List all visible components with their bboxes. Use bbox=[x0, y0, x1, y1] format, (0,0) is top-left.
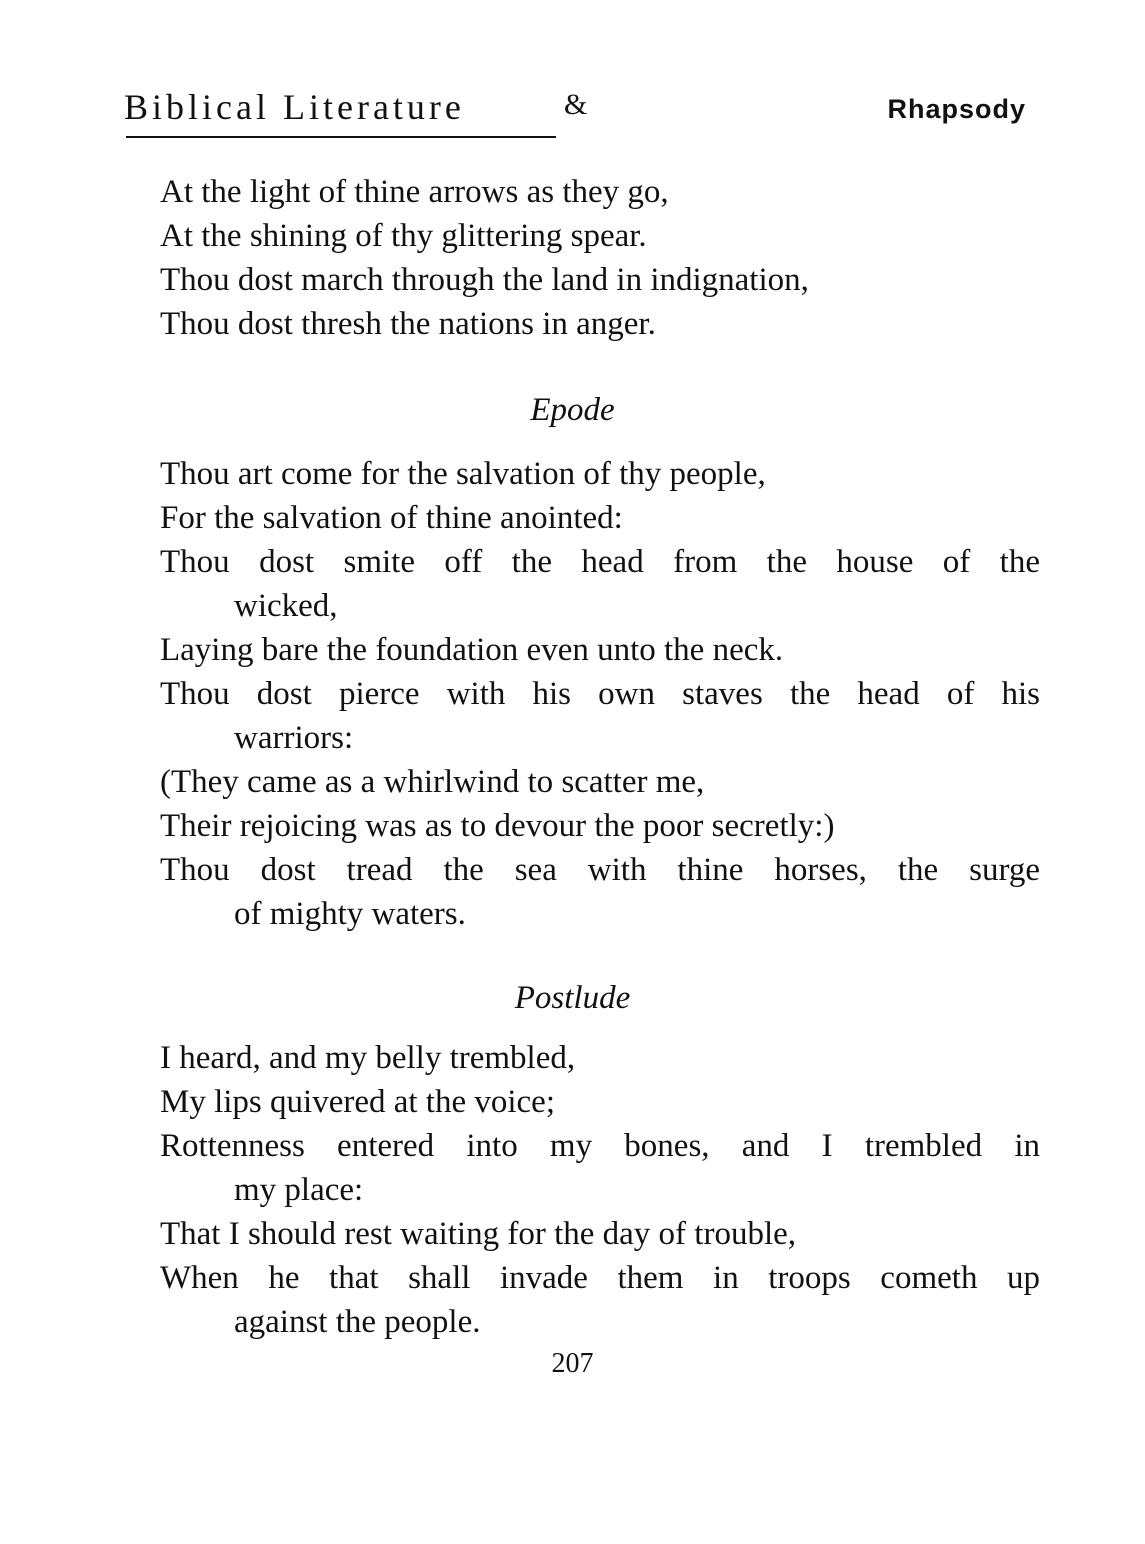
verse-line: Rottenness entered into my bones, and I trembled in bbox=[160, 1128, 1040, 1164]
verse-line: Thou dost thresh the nations in anger. bbox=[160, 306, 656, 342]
verse-line: Thou dost march through the land in indignation, bbox=[160, 262, 809, 298]
verse-line: Thou dost smite off the head from the house of the bbox=[160, 544, 1040, 580]
stanza-1 bbox=[160, 170, 1040, 346]
postlude-stanza bbox=[160, 1036, 1040, 1344]
verse-line: My lips quivered at the voice; bbox=[160, 1084, 555, 1120]
running-head-title: Biblical Literature bbox=[124, 87, 465, 127]
section-title-epode: Epode bbox=[530, 392, 615, 428]
verse-line: Thou art come for the salvation of thy people, bbox=[160, 456, 766, 492]
page-number: 207 bbox=[551, 1348, 594, 1379]
verse-line: At the shining of thy glittering spear. bbox=[160, 218, 647, 254]
running-head-rule bbox=[126, 136, 556, 138]
verse-line-continuation: my place: bbox=[234, 1172, 364, 1208]
verse-line-continuation: of mighty waters. bbox=[234, 896, 466, 932]
verse-line: Laying bare the foundation even unto the neck. bbox=[160, 632, 784, 668]
running-head-section: Rhapsody bbox=[887, 94, 1026, 124]
verse-line: Their rejoicing was as to devour the poor secretly:) bbox=[160, 808, 835, 844]
verse-line: At the light of thine arrows as they go, bbox=[160, 174, 669, 210]
running-head bbox=[124, 86, 1034, 146]
verse-line-continuation: warriors: bbox=[234, 720, 354, 756]
verse-line-continuation: wicked, bbox=[234, 588, 338, 624]
verse-line: I heard, and my belly trembled, bbox=[160, 1040, 576, 1076]
section-title-postlude: Postlude bbox=[514, 980, 631, 1016]
verse-line: Thou dost pierce with his own staves the head of his bbox=[160, 676, 1040, 712]
verse-line: When he that shall invade them in troops cometh up bbox=[160, 1260, 1040, 1296]
verse-line-continuation: against the people. bbox=[234, 1304, 481, 1340]
fleuron-icon: & bbox=[564, 88, 588, 121]
verse-line: Thou dost tread the sea with thine horses, the surge bbox=[160, 852, 1040, 888]
verse-line: That I should rest waiting for the day of trouble, bbox=[160, 1216, 797, 1252]
verse-line: (They came as a whirlwind to scatter me, bbox=[160, 764, 705, 800]
verse-line: For the salvation of thine anointed: bbox=[160, 500, 623, 536]
epode-stanza bbox=[160, 452, 1040, 936]
